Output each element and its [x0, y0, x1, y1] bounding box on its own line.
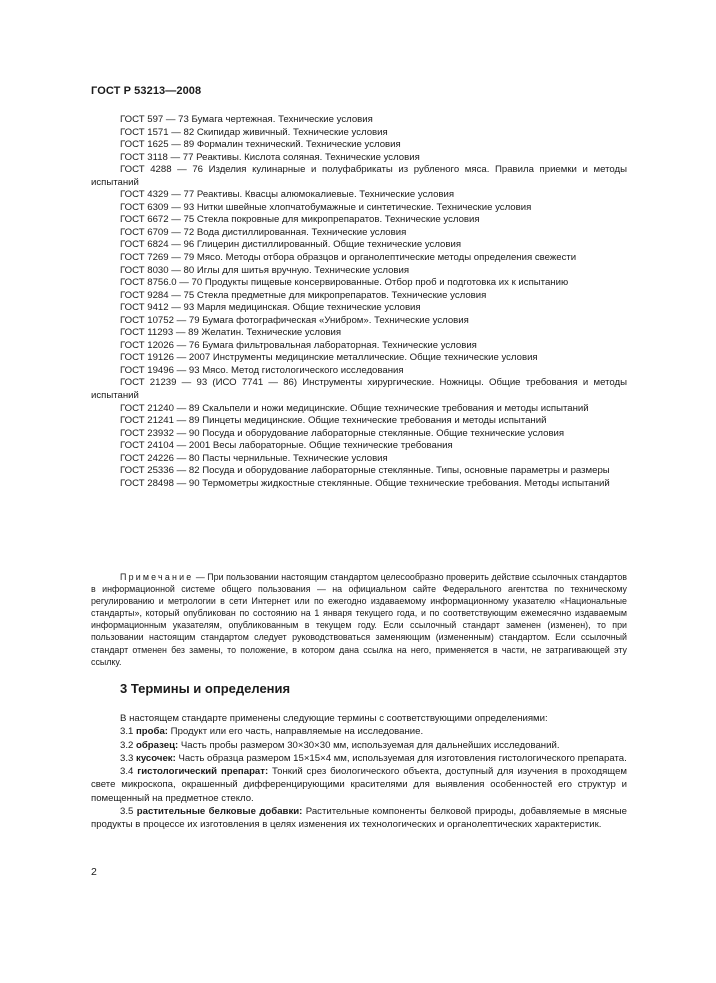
reference-item: ГОСТ 21240 — 89 Скальпели и ножи медицинские. Общие технические требования и методы испытаний	[120, 402, 589, 414]
reference-item: ГОСТ 3118 — 77 Реактивы. Кислота соляная. Технические условия	[120, 151, 420, 163]
term-text: Часть образца размером 15×15×4 мм, используемая для изготовления гистологического препарата.	[178, 752, 627, 764]
term-definition	[91, 765, 627, 805]
reference-item: ГОСТ 12026 — 76 Бумага фильтровальная лабораторная. Технические условия	[120, 339, 477, 351]
reference-item: ГОСТ 6709 — 72 Вода дистиллированная. Технические условия	[120, 226, 407, 238]
reference-item: ГОСТ 9284 — 75 Стекла предметные для микропрепаратов. Технические условия	[120, 289, 487, 301]
reference-item: ГОСТ 25336 — 82 Посуда и оборудование лабораторные стеклянные. Типы, основные параметры и размеры	[120, 465, 610, 477]
reference-item: ГОСТ 8030 — 80 Иглы для шитья вручную. Технические условия	[120, 264, 410, 276]
reference-item: ГОСТ 19496 — 93 Мясо. Метод гистологического исследования	[120, 364, 404, 376]
note-paragraph: Примечание — При пользовании настоящим стандартом целесообразно проверить действие ссылочных стандартов в информационной системе общего пользования — на официальном сайте Федерального агентства по техническому регулированию и метрологии в сети Интернет или по ежегодно издаваемому информационному указателю «Национальные стандарты», который опубликован по состоянию на 1 января текущего года, и по соответствующим ежемесячно издаваемым информационным указателям, опубликованным в текущем году. Если ссылочный стандарт заменен (изменен), то при пользовании настоящим стандартом следует руководствоваться заменяющим (измененным) стандартом. Если ссылочный стандарт отменен без замены, то положение, в котором дана ссылка на него, применяется в части, не затрагивающей эту ссылку.	[91, 572, 627, 667]
section-3-intro: В настоящем стандарте применены следующие термины с соответствующими определениями:	[120, 713, 548, 724]
reference-item: ГОСТ 19126 — 2007 Инструменты медицинские металлические. Общие технические условия	[120, 352, 538, 364]
section-3-title: 3 Термины и определения	[120, 681, 291, 696]
reference-item: ГОСТ 24104 — 2001 Весы лабораторные. Общие технические требования	[120, 440, 453, 452]
page-number: 2	[91, 866, 97, 878]
reference-item: ГОСТ 11293 — 89 Желатин. Технические условия	[120, 327, 342, 339]
term-text: Продукт или его часть, направляемые на исследование.	[170, 726, 424, 738]
reference-item: ГОСТ 21239 — 93 (ИСО 7741 — 86) Инструменты хирургические. Ножницы. Общие требования и методы испытаний	[91, 377, 627, 402]
term-name: кусочек:	[136, 752, 176, 764]
reference-item: ГОСТ 7269 — 79 Мясо. Методы отбора образцов и органолептические методы определения свежести	[120, 252, 577, 264]
terms-section	[91, 712, 627, 832]
term-name: образец:	[136, 739, 179, 751]
term-text: Часть пробы размером 30×30×30 мм, используемая для дальнейших исследований.	[180, 739, 560, 751]
term-text: Тонкий срез биологического объекта, доступный для изучения в проходящем свете микроскопа, окрашенный дифференцирующими красителями для выявления особенностей его структур и помещенный на предметное стекло.	[91, 766, 627, 804]
term-number: 3.2	[120, 739, 134, 751]
reference-item: ГОСТ 8756.0 — 70 Продукты пищевые консервированные. Отбор проб и подготовка их к испытанию	[120, 277, 569, 289]
term-number: 3.4	[120, 766, 134, 778]
term-name: проба:	[136, 726, 168, 738]
term-name: растительные белковые добавки:	[136, 806, 303, 818]
reference-item: ГОСТ 21241 — 89 Пинцеты медицинские. Общие технические требования и методы испытаний	[120, 415, 547, 427]
reference-item: ГОСТ 1625 — 89 Формалин технический. Технические условия	[120, 139, 401, 151]
term-name: гистологический препарат:	[137, 766, 269, 778]
reference-item: ГОСТ 6824 — 96 Глицерин дистиллированный. Общие технические условия	[120, 239, 462, 251]
normative-references-list	[91, 114, 627, 490]
reference-item: ГОСТ 10752 — 79 Бумага фотографическая «Унибром». Технические условия	[120, 314, 469, 326]
reference-item: ГОСТ 6309 — 93 Нитки швейные хлопчатобумажные и синтетические. Технические условия	[120, 201, 532, 213]
term-number: 3.5	[120, 806, 134, 818]
term-number: 3.1	[120, 726, 134, 738]
reference-item: ГОСТ 9412 — 93 Марля медицинская. Общие технические условия	[120, 302, 421, 314]
reference-item: ГОСТ 6672 — 75 Стекла покровные для микропрепаратов. Технические условия	[120, 214, 480, 226]
term-definition	[91, 805, 627, 832]
term-definition	[91, 739, 627, 752]
note-text: При пользовании настоящим стандартом целесообразно проверить действие ссылочных стандартов в информационной системе общего пользования — на официальном сайте Федерального агентства по техническому регулированию и метрологии в сети Интернет или по ежегодно издаваемому информационному указателю «Национальные стандарты», который опубликован по состоянию на 1 января текущего года, и по соответствующим ежемесячно издаваемым информационным указателям, опубликованным в текущем году. Если ссылочный стандарт заменен (изменен), то при пользовании настоящим стандартом следует руководствоваться заменяющим (измененным) стандартом. Если ссылочный стандарт отменен без замены, то положение, в котором дана ссылка на него, применяется в части, не затрагивающей эту ссылку.	[91, 572, 627, 667]
reference-item: ГОСТ 4329 — 77 Реактивы. Квасцы алюмокалиевые. Технические условия	[120, 189, 455, 201]
reference-item: ГОСТ 1571 — 82 Скипидар живичный. Технические условия	[120, 126, 388, 138]
term-text: Растительные компоненты белковой природы, добавляемые в мясные продукты в процессе их изготовления в целях изменения их технологических и органолептических характеристик.	[91, 806, 627, 831]
reference-item: ГОСТ 597 — 73 Бумага чертежная. Технические условия	[120, 114, 373, 125]
term-definition	[91, 752, 627, 765]
note-label: Примечание	[120, 572, 194, 582]
term-definition	[91, 725, 627, 738]
reference-item: ГОСТ 28498 — 90 Термометры жидкостные стеклянные. Общие технические требования. Методы испытаний	[120, 477, 610, 489]
reference-item: ГОСТ 23932 — 90 Посуда и оборудование лабораторные стеклянные. Общие технические условия	[120, 427, 565, 439]
document-header: ГОСТ Р 53213—2008	[91, 85, 202, 97]
reference-item: ГОСТ 4288 — 76 Изделия кулинарные и полуфабрикаты из рубленого мяса. Правила приемки и методы испытаний	[91, 164, 627, 188]
reference-item: ГОСТ 24226 — 80 Пасты чернильные. Технические условия	[120, 452, 388, 464]
term-number: 3.3	[120, 752, 134, 764]
